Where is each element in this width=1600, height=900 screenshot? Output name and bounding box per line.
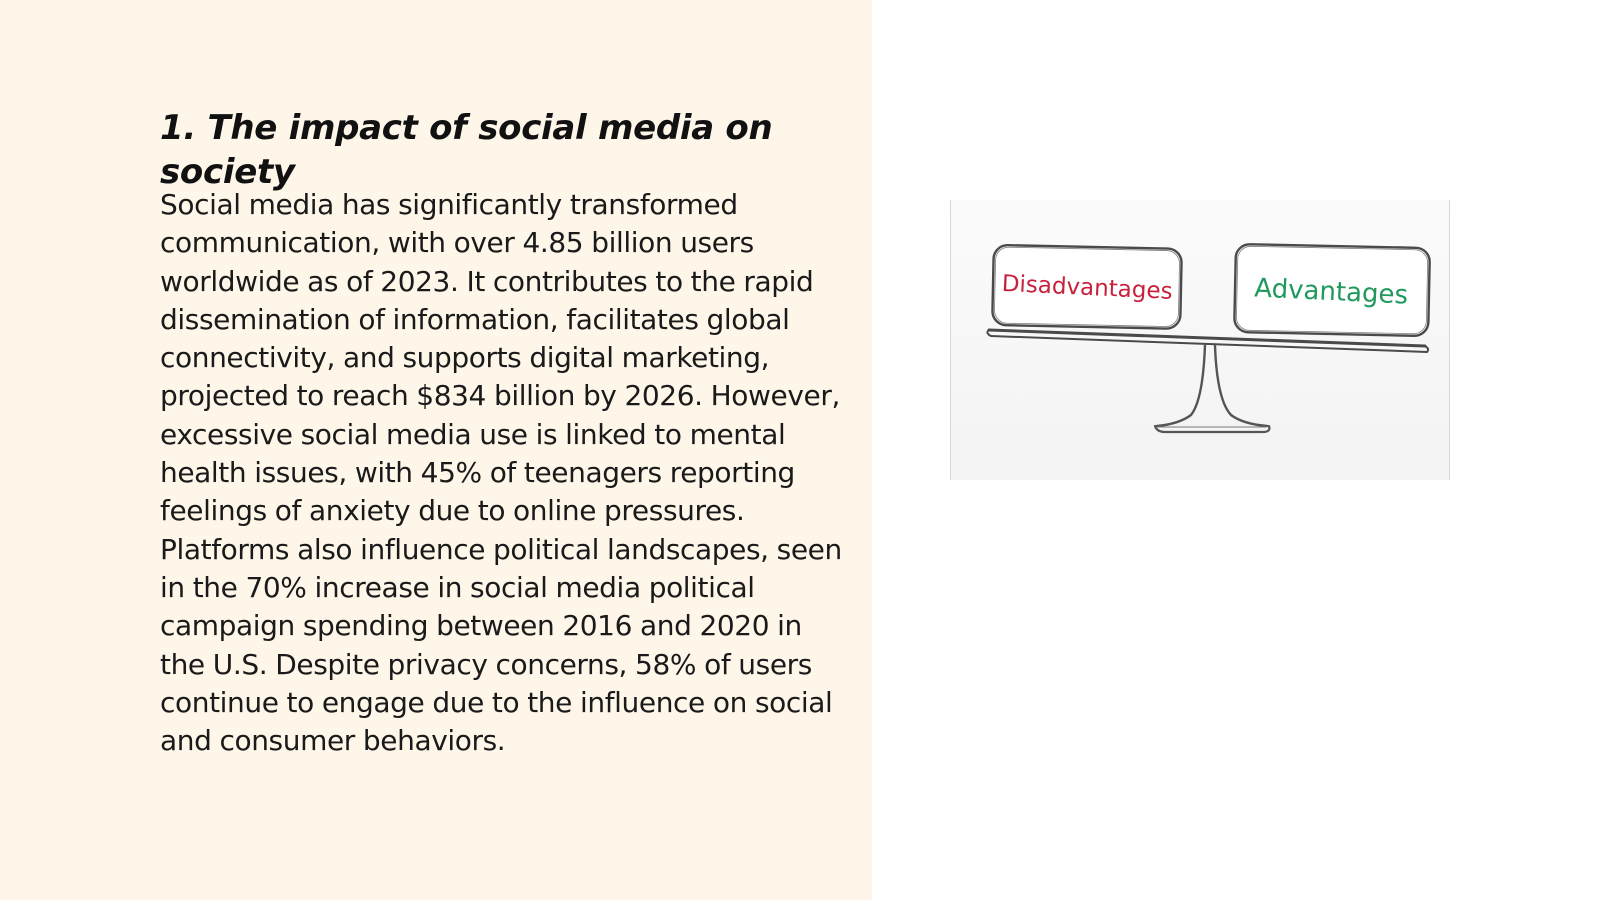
balance-scale-image xyxy=(950,200,1450,480)
slide-body-paragraph: Social media has significantly transformed communication, with over 4.85 billion users worldwide as of 2023. It contributes to the rapid dissemination of information, facilitates global connectivity, and supports digital marketing, projected to reach $834 billion by 2026. However, excessive social media use is linked to mental health issues, with 45% of teenagers reporting feelings of anxiety due to online pressures. Platforms also influence political landscapes, seen in the 70% increase in social media political campaign spending between 2016 and 2020 in the U.S. Despite privacy concerns, 58% of users continue to engage due to the influence on social and consumer behaviors. xyxy=(160,188,842,758)
advantages-label: Advantages xyxy=(1253,273,1409,311)
scale-stand xyxy=(1155,345,1269,432)
disadvantages-label: Disadvantages xyxy=(1001,270,1174,305)
slide-title: 1. The impact of social media on society xyxy=(160,108,773,192)
advantages-box xyxy=(1234,244,1430,336)
disadvantages-box xyxy=(992,245,1182,329)
balance-scale-drawing xyxy=(951,200,1451,480)
